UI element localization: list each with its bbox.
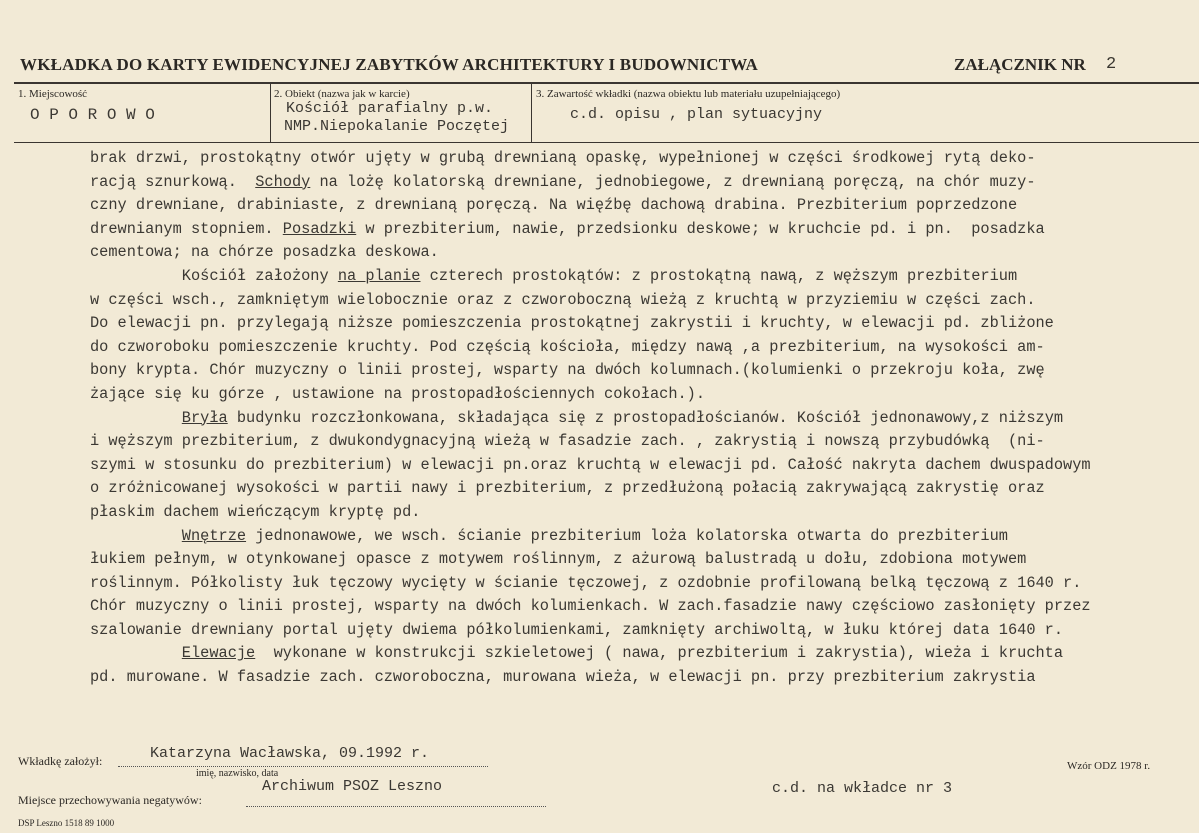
section-heading: Posadzki xyxy=(282,219,357,238)
text-line xyxy=(90,289,1195,313)
section-heading: Elewacje xyxy=(181,644,256,663)
section-heading: Wnętrze xyxy=(181,526,247,545)
form-title: WKŁADKA DO KARTY EWIDENCYJNEJ ZABYTKÓW ARCHITEKTURY I BUDOWNICTWA xyxy=(20,55,759,74)
locality-label: 1. Miejscowość xyxy=(18,88,88,100)
section-heading: na planie xyxy=(337,266,421,285)
field-divider-2 xyxy=(531,84,532,142)
text-line xyxy=(90,454,1195,478)
attachment-number: 2 xyxy=(1106,55,1117,74)
text-line xyxy=(90,194,1195,218)
field-divider-1 xyxy=(270,84,271,142)
text-line xyxy=(90,407,1195,431)
text-line xyxy=(90,642,1195,666)
text-line-segment: szalowanie drewniany portal ujęty dwiema półkolumienkami, zamknięty archiwoltą, w łuku której data 1640 r. xyxy=(90,620,1064,639)
text-line-segment: do czworoboku pomieszczenie kruchty. Pod częścią kościoła, między nawą ,a prezbiterium, na wysokości am- xyxy=(90,337,1045,356)
text-line xyxy=(90,265,1195,289)
text-line-segment: szymi w stosunku do prezbiterium) w elewacji pn.oraz kruchtą w elewacji pd. Całość nakryta dachem dwuspadowym xyxy=(90,455,1091,474)
text-line-segment: i węższym prezbiterium, z dwukondygnacyjną wieżą w fasadzie zach. , zakrystią i nowszą przybudówką (ni- xyxy=(90,432,1045,451)
pattern-label: Wzór ODZ 1978 r. xyxy=(1067,760,1151,772)
text-line xyxy=(90,595,1195,619)
text-line-segment: jednonawowe, we wsch. ścianie prezbiterium loża kolatorska otwarta do prezbiterium xyxy=(246,526,1008,545)
text-line-segment: o zróżnicowanej wysokości w partii nawy i prezbiterium, z przedłużoną połacią zakrywającą zakrystię oraz xyxy=(90,479,1045,498)
text-line-segment xyxy=(90,644,182,662)
text-line-segment xyxy=(90,527,182,545)
founded-caption: imię, nazwisko, data xyxy=(196,768,279,779)
text-line xyxy=(90,430,1195,454)
object-value-line1: Kościół parafialny p.w. xyxy=(286,100,494,117)
text-line-segment: brak drzwi, prostokątny otwór ujęty w grubą drewnianą opaskę, wypełnionej w części środkowej rytą deko- xyxy=(90,149,1036,167)
text-line xyxy=(90,241,1195,265)
section-heading: Bryła xyxy=(181,408,228,427)
text-line-segment: racją sznurkową. xyxy=(90,172,256,191)
text-line xyxy=(90,336,1195,360)
object-value-line2: NMP.Niepokalanie Poczętej xyxy=(284,118,510,135)
text-line-segment: wykonane w konstrukcji szkieletowej ( nawa, prezbiterium i zakrystia), wieża i kruchta xyxy=(255,644,1064,663)
text-line-segment: Kościół założony xyxy=(90,266,338,285)
text-line xyxy=(90,147,1195,171)
text-line-segment: płaskim dachem wieńczącym kryptę pd. xyxy=(90,502,421,521)
founded-label: Wkładkę założył: xyxy=(18,754,103,768)
content-value: c.d. opisu , plan sytuacyjny xyxy=(570,106,823,123)
text-line-segment: czterech prostokątów: z prostokątną nawą, z węższym prezbiterium xyxy=(420,266,1018,285)
text-line xyxy=(90,666,1195,690)
text-line xyxy=(90,525,1195,549)
print-info: DSP Leszno 1518 89 1000 xyxy=(18,818,115,828)
continued-note: c.d. na wkładce nr 3 xyxy=(772,780,953,797)
text-line xyxy=(90,619,1195,643)
text-line-segment: Do elewacji pn. przylegają niższe pomieszczenia prostokątnej zakrystii i kruchty, w elewacji pd. zbliżone xyxy=(90,314,1054,333)
text-line xyxy=(90,477,1195,501)
attachment-label: ZAŁĄCZNIK NR xyxy=(954,55,1086,74)
founded-dotted-line xyxy=(118,766,488,767)
text-line-segment: na lożę kolatorską drewniane, jednobiegowe, z drewnianą poręczą, na chór muzy- xyxy=(310,172,1036,191)
locality-value: O P O R O W O xyxy=(30,106,155,124)
text-line xyxy=(90,171,1195,195)
text-line xyxy=(90,572,1195,596)
text-line xyxy=(90,359,1195,383)
text-line-segment: żające się ku górze , ustawione na prostopadłościennych cokołach.). xyxy=(90,384,706,403)
text-line xyxy=(90,312,1195,336)
text-line xyxy=(90,383,1195,407)
text-line-segment: łukiem pełnym, w otynkowanej opasce z motywem roślinnym, z ażurową balustradą u dołu, zdobiona motywem xyxy=(90,550,1027,569)
description-body xyxy=(90,147,1195,690)
text-line-segment: budynku rozczłonkowana, składająca się z prostopadłościanów. Kościół jednonawowy,z niższym xyxy=(227,408,1064,427)
text-line xyxy=(90,501,1195,525)
text-line-segment: w części wsch., zamkniętym wielobocznie oraz z czworoboczną wieżą z kruchtą w przyziemiu w części zach. xyxy=(90,290,1036,309)
text-line-segment: bony krypta. Chór muzyczny o linii prostej, wsparty na dwóch kolumnach.(kolumienki o przekroju koła, zwę xyxy=(90,361,1045,380)
object-label: 2. Obiekt (nazwa jak w karcie) xyxy=(274,88,410,100)
storage-value: Archiwum PSOZ Leszno xyxy=(262,778,443,795)
text-line-segment: czny drewniane, drabiniaste, z drewnianą poręczą. Na więźbę dachową drabina. Prezbiterium poprzedzone xyxy=(90,196,1018,215)
text-line-segment: w prezbiterium, nawie, przedsionku deskowe; w kruchcie pd. i pn. posadzka xyxy=(356,219,1045,238)
text-line-segment: drewnianym stopniem. xyxy=(90,219,283,238)
content-label: 3. Zawartość wkładki (nazwa obiektu lub materiału uzupełniającego) xyxy=(536,88,841,100)
text-line-segment: cementowa; na chórze posadzka deskowa. xyxy=(90,243,439,262)
storage-label: Miejsce przechowywania negatywów: xyxy=(18,793,202,807)
founded-value: Katarzyna Wacławska, 09.1992 r. xyxy=(150,745,430,762)
text-line-segment: pd. murowane. W fasadzie zach. czworoboczna, murowana wieża, w elewacji pn. przy prezbiterium zakrystia xyxy=(90,668,1036,687)
text-line xyxy=(90,548,1195,572)
text-line-segment: Chór muzyczny o linii prostej, wsparty na dwóch kolumienkach. W zach.fasadzie nawy częściowo zasłonięty przez xyxy=(90,597,1091,616)
text-line-segment: roślinnym. Półkolisty łuk tęczowy wycięty w ścianie tęczowej, z ozdobnie profilowaną belką tęczową z 1640 r. xyxy=(90,573,1082,592)
text-line xyxy=(90,218,1195,242)
section-heading: Schody xyxy=(255,172,311,191)
text-line-segment xyxy=(90,409,182,427)
header-rule-bottom xyxy=(14,142,1199,143)
storage-dotted-line xyxy=(246,806,546,807)
header-rule-top xyxy=(14,82,1199,84)
